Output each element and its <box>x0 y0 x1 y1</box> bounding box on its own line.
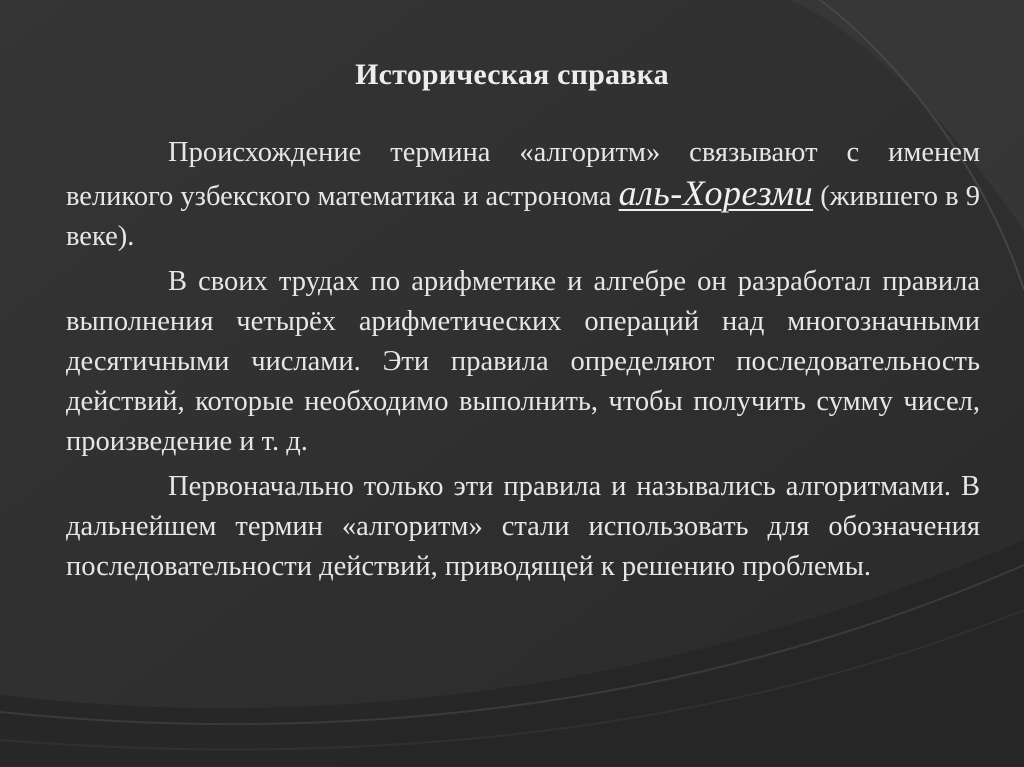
slide-title: Историческая справка <box>355 58 669 91</box>
paragraph-origin-text: Происхождение термина «алгоритм» связывают с именем великого узбекского математика и астронома <box>66 137 980 213</box>
paragraph-meaning: Первоначально только эти правила и назывались алгоритмами. В дальнейшем термин «алгоритм» стали использовать для обозначения последовательности действий, приводящей к решению проблемы. <box>66 470 980 583</box>
paragraph-origin-tail: (жившего в 9 веке). <box>66 181 980 253</box>
al-khwarizmi-link[interactable]: аль-Хорезми <box>618 173 814 214</box>
paragraph-works: В своих трудах по арифметике и алгебре он разработал правила выполнения четырёх арифметических операций над многозначными десятичными числами. Эти правила определяют последовательность действий, которые необходимо выполнить, чтобы получить сумму чисел, произведение и т. д. <box>66 265 980 458</box>
slide-body <box>66 133 980 591</box>
paragraph-origin <box>66 133 980 258</box>
